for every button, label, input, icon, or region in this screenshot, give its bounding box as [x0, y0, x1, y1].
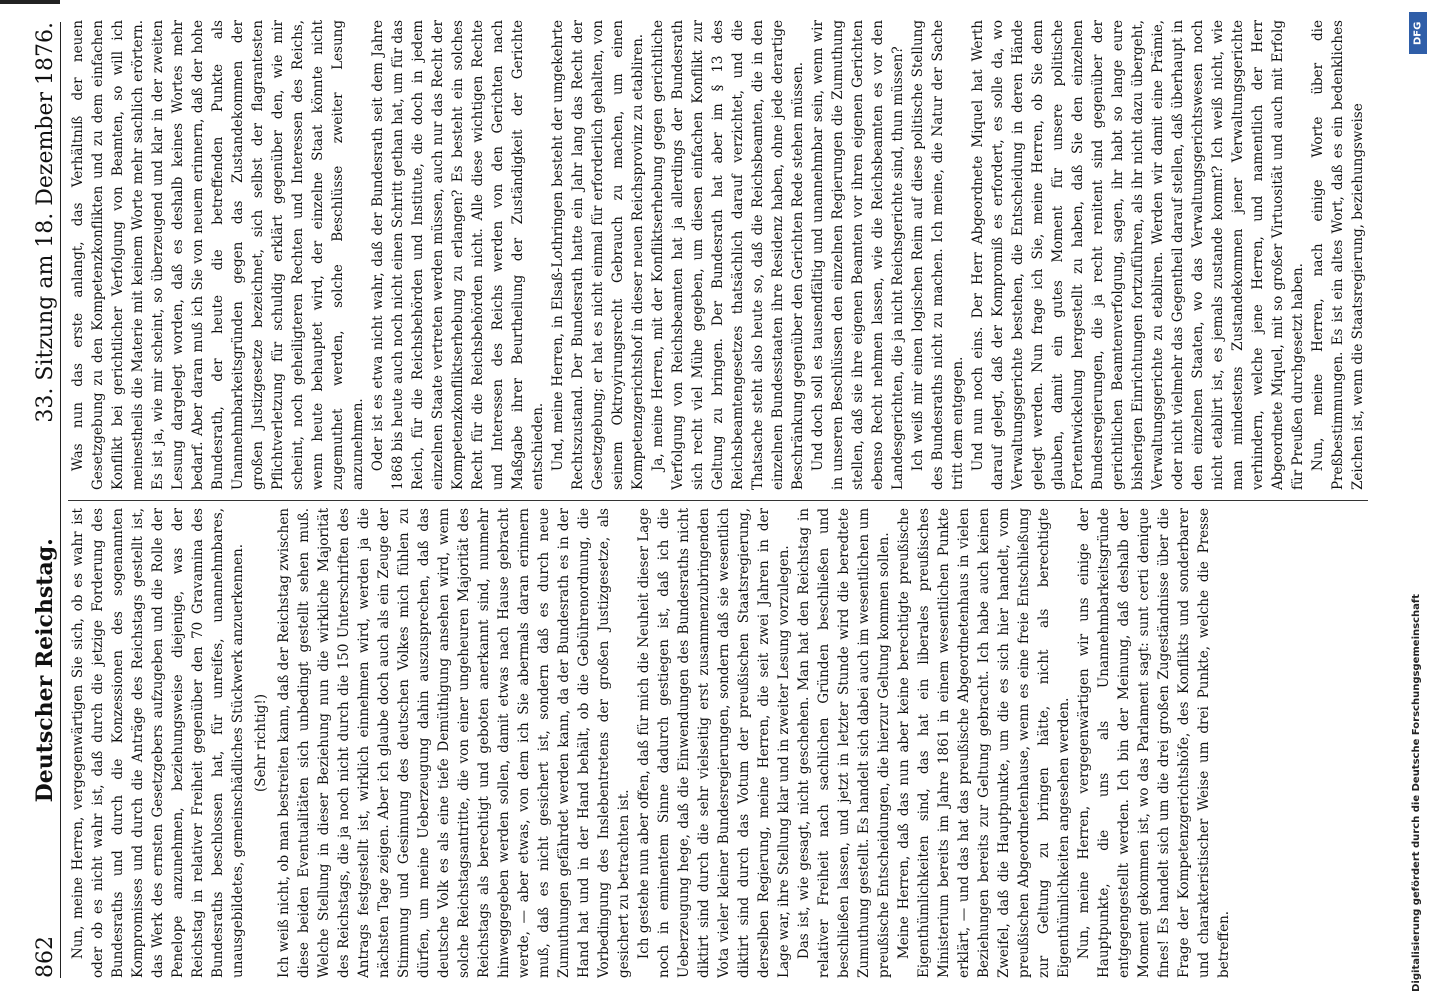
left-text-column [68, 508, 1368, 978]
column-divider [68, 500, 1368, 501]
digitization-sidebar [1405, 0, 1432, 1000]
rotated-page [16, 0, 1416, 1000]
right-text-column [68, 20, 1368, 490]
paragraph: Und doch soll es tausendfältig und unannehmbar sein, wenn wir in unseren Beschlüssen den einzelnen Regierungen die Zumuthung stellen, daß sie ihre eigenen Beamten vor ihren eigenen Gerichten ebenso Recht nehmen lassen, wie die Reichsbeamten es vor den Landesgerichten, die ja nicht Reichsgerichte sind, thun müssen? [810, 20, 906, 490]
dfg-logo: DFG [1409, 12, 1427, 54]
page-title: Deutscher Reichstag. [32, 538, 58, 803]
paragraph: Ich weiß mir einen logischen Reim auf diese politische Stellung des Bundesraths nicht zu machen. Ich meine, die Natur der Sache tritt dem entgegen. [910, 20, 966, 490]
paragraph: Ja, meine Herren, mit der Konfliktserhebung gegen gerichtliche Verfolgung von Reichsbeamten hat ja allerdings der Bundesrath sich recht viel Mühe gegeben, um diesen einfachen Konflikt zur Geltung zu bringen. Der Bundesrath hat aber im § 13 des Reichsbeamtengesetzes thatsächlich darauf verzichtet, und die Thatsache steht also heute so, daß die Reichsbeamten, die in den einzelnen Bundesstaaten ihre Residenz haben, ohne jede derartige Beschränkung gegenüber den Gerichten Rede stehen müssen. [650, 20, 806, 490]
paragraph: Nun, meine Herren, vergegenwärtigen Sie sich, ob es wahr ist oder ob es nicht wahr ist, daß durch die jetzige Forderung des Bundesraths und durch die Konzessionen des sogenannten Kompromisses und durch die Anträge des Reichstags gestellt ist, das Werk des ernsten Gesetzgebers aufzugeben und die Rolle der Penelope anzunehmen, beziehungsweise diejenige, was der Reichstag in relativer Freiheit gegenüber den 70 Gravamina des Bundesraths beschlossen hat, für unreifes, unannehmbares, unausgebildetes, gemeinschädliches Stückwerk anzuerkennen. [70, 508, 246, 978]
paragraph: Oder ist es etwa nicht wahr, daß der Bundesrath seit dem Jahre 1868 bis heute auch noch nicht einen Schritt gethan hat, um für das Reich, für die Reichsbehörden und Institute, die doch in jedem einzelnen Staate vertreten werden müssen, auch nur das Recht der Kompetenzkonfliktserhebung zu erlangen? Es besteht ein solches Recht für die Reichsbehörden nicht. Alle diese wichtigen Rechte und Interessen des Reichs werden von den Gerichten nach Maßgabe ihrer Beurtheilung der Zuständigkeit der Gerichte entschieden. [370, 20, 546, 490]
paragraph: Meine Herren, daß das nun aber keine berechtigte preußische Eigenthümlichkeiten sind, das hat ein liberales preußisches Ministerium bereits im Jahre 1861 in einem wesentlichen Punkte erklärt, — und das hat das preußische Abgeordnetenhaus in vielen Beziehungen bereits zur Geltung gebracht. Ich habe auch keinen Zweifel, daß die Hauptpunkte, um die es sich hier handelt, vom preußischen Abgeordnetenhause, wenn es eine freie Entschließung zur Geltung zu bringen hätte, nicht als berechtigte Eigenthümlichkeiten angesehen werden. [896, 508, 1072, 978]
paragraph: Nun, meine Herren, vergegenwärtigen wir uns einige der Hauptpunkte, die uns als Unannehmbarkeitsgründe entgegengestellt werden. Ich bin der Meinung, daß deshalb der Moment gekommen ist, wo das Parlament sagt: sunt certi denique fines! Es handelt sich um die drei großen Zugeständnisse über die Frage der Kompetenzgerichtshöfe, des Konflikts und sonderbarer und charakteristischer Weise um drei Punkte, welche die Presse betreffen. [1076, 508, 1232, 978]
paragraph: Und nun noch eins. Der Herr Abgeordnete Miquel hat Werth darauf gelegt, daß der Kompromiß es erfordert, es solle da, wo Verwaltungsgerichte bestehen, die Entscheidung in deren Hände gelegt werden. Nun frage ich Sie, meine Herren, ob Sie denn glauben, damit ein gutes Moment für unsere politische Fortentwickelung hergestellt zu haben, daß Sie den einzelnen Bundesregierungen, die ja recht renitent sind gegenüber der gerichtlichen Beamtenverfolgung, sagen, ihr habt so lange eure bisherigen Einrichtungen fortzuführen, als ihr nicht dazu übergeht, Verwaltungsgerichte zu etabliren. Werden wir damit eine Prämie, oder nicht vielmehr das Gegentheil darauf stellen, daß überhaupt in den einzelnen Staaten, wo das Verwaltungsgerichtswesen noch nicht etablirt ist, es jemals zustande kommt? Ich weiß nicht, wie man mindestens Zustandekommen jener Verwaltungsgerichte verhindern, welche jene Herren, und namentlich der Herr Abgeordnete Miquel, mit so großer Virtuosität und auch mit Erfolg für Preußen durchgesetzt haben. [970, 20, 1306, 490]
paragraph: Das ist, wie gesagt, nicht geschehen. Man hat den Reichstag in relativer Freiheit nach sachlichen Gründen beschließen und beschließen lassen, und jetzt in letzter Stunde wird die beredtete Zumuthung gestellt. Es handelt sich dabei auch im wesentlichen um preußische Entscheidungen, die hierzur Geltung kommen sollen. [796, 508, 892, 978]
paragraph: Nun, meine Herren, nach einige Worte über die Preßbestimmungen. Es ist ein altes Wort, daß es ein bedenkliches Zeichen ist, wenn die Staatsregierung, beziehungsweise [1310, 20, 1366, 490]
paragraph: Und, meine Herren, in Elsaß-Lothringen besteht der umgekehrte Rechtszustand. Der Bundesrath hatte ein Jahr lang das Recht der Gesetzgebung; er hat es nicht einmal für erforderlich gehalten, von seinem Oktroyirungsrecht Gebrauch zu machen, um einen Kompetenzgerichtshof in dieser neuen Reichsprovinz zu etabliren. [550, 20, 646, 490]
scan-edge-mark [0, 0, 60, 4]
page-header [30, 22, 61, 978]
digitization-credit: Digitalisierung gefördert durch die Deutsche Forschungsgemeinschaft [1411, 594, 1422, 992]
paragraph: Was nun das erste anlangt, das Verhältniß der neuen Gesetzgebung zu den Kompetenzkonflikten und zu dem einfachen Konflikt bei gerichtlicher Verfolgung von Beamten, so will ich meinestheils die Materie mit keinem Worte mehr sachlich erörtern. Es ist ja, wie mir scheint, so überzeugend und klar in der zweiten Lesung dargelegt worden, daß es deshalb keines Wortes mehr bedarf. Aber daran muß ich Sie von neuem erinnern, daß der hohe Bundesrath, der heute die betreffenden Punkte als Unannehmbarkeitsgründen gegen das Zustandekommen der großen Justizgesetze bezeichnet, sich selbst der flagrantesten Pflichtverletzung für schuldig erklärt gegenüber den, wie mir scheint, noch geheiligteren Rechten und Interessen des Reichs, wenn heute behauptet wird, der einzelne Staat könnte nicht zugemuthet werden, solche Beschlüsse zweiter Lesung anzunehmen. [70, 20, 366, 490]
page-number: 862 [32, 936, 58, 978]
paragraph: (Sehr richtig!) [253, 693, 269, 793]
session-date: 33. Sitzung am 18. Dezember 1876. [32, 22, 58, 423]
paragraph: Ich gestehe nun aber offen, daß für mich die Neuheit dieser Lage noch in eminentem Sinne dadurch gestiegen ist, daß ich die Ueberzeugung hege, daß die Einwendungen des Bundesraths nicht diktirt sind durch die sehr vielseitig erst zusammenzubringenden Vota vieler kleiner Bundesregierungen, sondern daß sie wesentlich diktirt sind durch das Votum der preußischen Staatsregierung, derselben Regierung, meine Herren, die seit zwei Jahren in der Lage war, ihre Stellung klar und in zweiter Lesung vorzulegen. [636, 508, 792, 978]
paragraph: Ich weiß nicht, ob man bestreiten kann, daß der Reichstag zwischen diese beiden Eventualitäten sich unbedingt gestellt sehen muß. Welche Stellung in dieser Beziehung nun die wirkliche Majorität des Reichstags, die ja noch nicht durch die 150 Unterschriften des Antrags festgestellt ist, wirklich einnehmen wird, werden ja die nächsten Tage zeigen. Aber ich glaube doch auch als ein Zeuge der Stimmung und Gesinnung des deutschen Volkes mich fühlen zu dürfen, um meine Ueberzeugung dahin auszusprechen, daß das deutsche Volk es als eine tiefe Demüthigung ansehen wird, wenn solche Reichstagsantritte, die von einer ungeheuren Majorität des Reichstags als berechtigt und geboten anerkannt sind, nunmehr hinweggegeben werden sollen, damit etwas nach Hause gebracht werde, — aber etwas, von dem ich Sie abermals daran erinnern muß, daß es nicht gesichert ist, sondern daß es durch neue Zumuthungen gefährdet werden kann, da der Bundesrath es in der Hand hat und in der Hand behält, ob die Gebührenordnung, die Vorbedingung des Inslebentretens der großen Justizgesetze, als gesichert zu betrachten ist. [276, 508, 632, 978]
